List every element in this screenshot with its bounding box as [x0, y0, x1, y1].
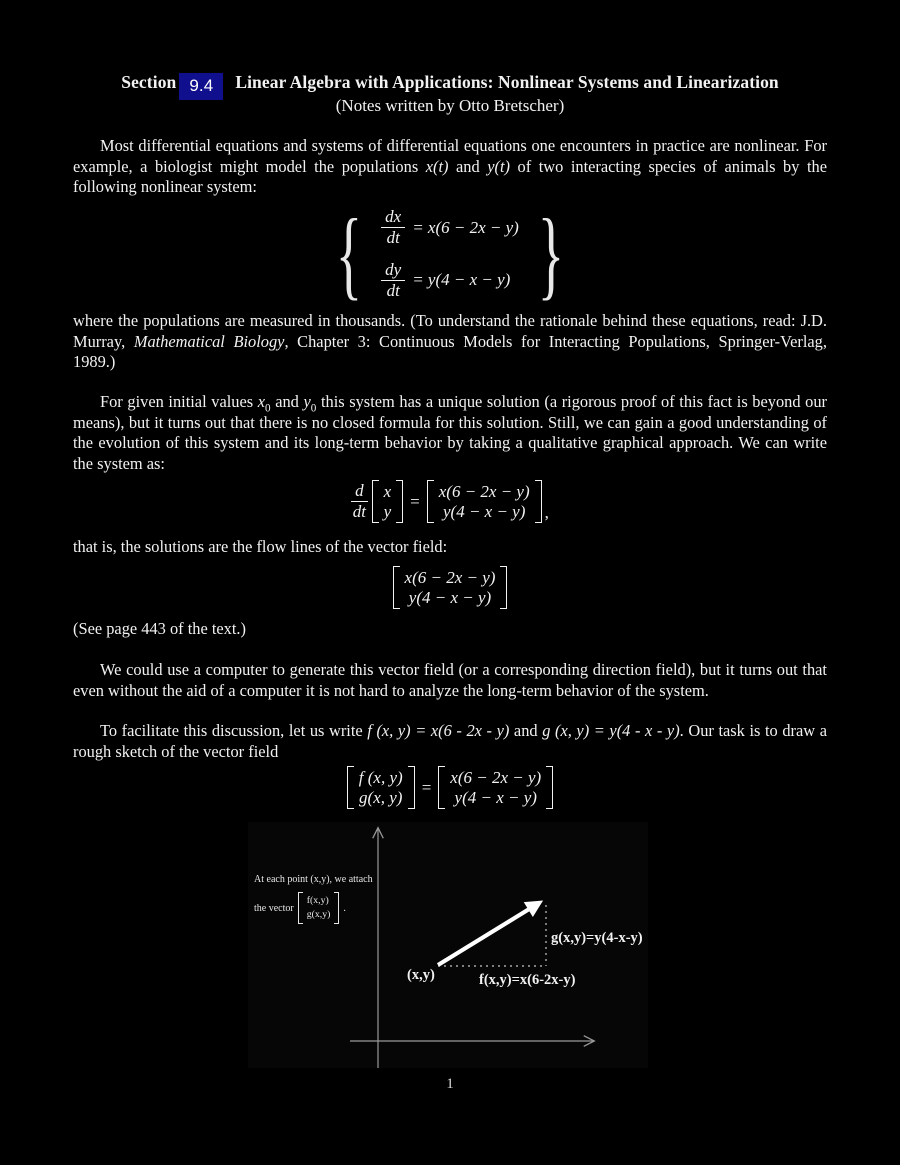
fg-vector — [347, 766, 415, 809]
equation-matrix-form — [0, 480, 900, 523]
text-run: of two interacting species of animals by the following nonlinear system: — [73, 156, 827, 197]
numerator: d — [351, 482, 368, 502]
text-run: and — [448, 156, 488, 176]
field-vector — [393, 566, 508, 609]
equation-system — [0, 198, 900, 309]
diagram-annotation — [254, 874, 424, 924]
paragraph-facilitate — [73, 721, 827, 762]
vector-row: g(x, y) — [359, 787, 403, 807]
var-x0: x — [257, 392, 266, 411]
field-vector — [427, 480, 542, 523]
left-bracket — [427, 480, 434, 523]
search-highlight-section-number: 9.4 — [179, 73, 223, 100]
var-y0: y — [303, 392, 311, 411]
numerator: dx — [381, 208, 405, 228]
annotation-line-2 — [254, 892, 424, 924]
subscript: 0 — [265, 402, 271, 415]
text-run: , Chapter 3: Continuous Models for Interacting Populations, Springer-Verlag, 1989.) — [73, 331, 827, 372]
vector-row: x(6 − 2x − y) — [438, 482, 530, 501]
text-run: and — [509, 721, 543, 740]
vector-row: y — [383, 501, 392, 521]
math-inline-xt: x(t) — [425, 156, 449, 176]
left-bracket — [347, 766, 354, 809]
vector-row: g(x,y) — [306, 909, 331, 921]
paragraph-see-page: (See page 443 of the text.) — [73, 619, 246, 638]
vector-row: x — [383, 482, 392, 501]
vector-row: f (x, y) — [358, 768, 403, 787]
text-run: To facilitate this discussion, let us write — [100, 721, 368, 740]
fraction-d-dt — [351, 482, 368, 522]
equals-sign: = — [421, 777, 432, 797]
system-rows — [381, 208, 519, 300]
right-curly-brace: } — [537, 198, 565, 309]
numerator: dy — [381, 261, 405, 281]
point-label: (x,y) — [407, 967, 435, 983]
trailing-comma: , — [544, 503, 549, 523]
vector-row: y(4 − x − y) — [442, 501, 526, 521]
vector-row: x(6 − 2x − y) — [404, 568, 496, 587]
equation-vector-field — [0, 566, 900, 609]
equation-fg — [0, 766, 900, 809]
equals-sign: = — [410, 491, 420, 511]
right-bracket — [396, 480, 403, 523]
field-vector — [438, 766, 553, 809]
rhs: = y(4 − x − y) — [412, 270, 511, 290]
page-subtitle: (Notes written by Otto Bretscher) — [335, 96, 565, 115]
vector-row: f(x,y) — [306, 895, 329, 906]
state-vector — [372, 480, 404, 523]
left-bracket — [393, 566, 400, 609]
left-bracket — [372, 480, 379, 523]
right-bracket — [546, 766, 553, 809]
left-curly-brace: { — [335, 198, 363, 309]
paragraph-thousands — [73, 311, 827, 373]
right-bracket — [535, 480, 542, 523]
vector-field-diagram — [248, 822, 648, 1068]
right-bracket — [408, 766, 415, 809]
vector-arrow — [438, 903, 539, 965]
vector-row: y(4 − x − y) — [454, 787, 537, 807]
fraction-dy-dt — [381, 261, 405, 301]
text-run: . Our task is to draw a rough sketch of the vector field — [73, 721, 827, 761]
system-row-1 — [381, 208, 519, 248]
annotation-line-1: At each point (x,y), we attach — [254, 874, 373, 885]
text-run: this system has a unique solution (a rigorous proof of this fact is beyond our means), but it turns out that there is no closed formula for this solution. Still, we can gain a good understanding of the evolution of this system and its long-term behavior by taking a qualitative graphical approach. We can write the system as: — [73, 392, 828, 473]
text-run: For given initial values — [100, 392, 258, 411]
title-prefix: Section — [121, 72, 177, 92]
title-rest: Linear Algebra with Applications: Nonlinear Systems and Linearization — [235, 72, 779, 92]
text-run: Most differential equations and systems of differential equations one encounters in practice are nonlinear. For example, a biologist might model the populations — [73, 136, 827, 176]
book-title: Mathematical Biology — [133, 331, 285, 351]
page-number: 1 — [446, 1076, 454, 1092]
vector-row: y(4 − x − y) — [408, 587, 492, 607]
paragraph-flow-lines: that is, the solutions are the flow lines of the vector field: — [73, 537, 448, 556]
rhs: = x(6 − 2x − y) — [412, 217, 519, 237]
right-bracket — [500, 566, 507, 609]
text-run: where the populations are measured in thousands. (To understand the rationale behind these equations, read: J.D. Murray, — [73, 311, 827, 351]
right-bracket — [334, 892, 339, 924]
annotation-prefix: the vector — [254, 902, 294, 914]
math-inline-yt: y(t) — [487, 156, 510, 176]
denominator: dt — [386, 280, 400, 300]
denominator: dt — [386, 228, 400, 248]
fraction-dx-dt — [381, 208, 405, 248]
paragraph-intro — [73, 136, 827, 198]
math-inline-f: f (x, y) = x(6 - 2x - y) — [367, 721, 510, 740]
system-row-2 — [381, 261, 519, 301]
paragraph-initial-values — [73, 392, 827, 474]
annotation-vector — [298, 892, 340, 924]
left-bracket — [438, 766, 445, 809]
vector-row: x(6 − 2x − y) — [450, 768, 542, 787]
f-component-label: f(x,y)=x(6-2x-y) — [479, 972, 576, 988]
g-component-label: g(x,y)=y(4-x-y) — [551, 930, 643, 946]
math-inline-g: g (x, y) = y(4 - x - y) — [542, 721, 680, 740]
text-run: and — [270, 392, 304, 411]
denominator: dt — [352, 502, 366, 522]
diagram-canvas — [248, 822, 648, 1068]
paragraph-computer: We could use a computer to generate this vector field (or a corresponding direction field), but it turns out that even without the aid of a computer it is not hard to analyze the long-term behavior of the system. — [73, 660, 827, 700]
annotation-period: . — [343, 902, 346, 914]
subscript: 0 — [310, 402, 317, 415]
